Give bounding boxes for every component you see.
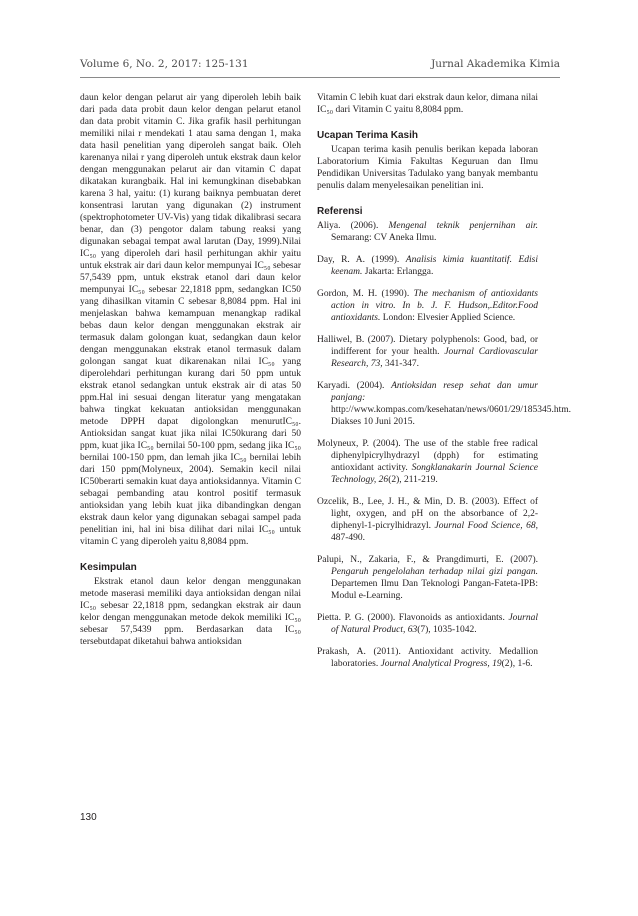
reference-item: Molyneux, P. (2004). The use of the stable free radical diphenylpicrylhydrazyl (dpph) for estimating antioxidant activity. Songklanakarin Journal Science Technology, 26(2), 211-219. [317,439,538,485]
reference-item: Palupi, N., Zakaria, F., & Prangdimurti, E. (2007). Pengaruh pengelolahan terhadap nilai gizi pangan. Departemen Ilmu Dan Teknologi Pangan-Fateta-IPB: Modul e-Learning. [317,555,538,601]
reference-item: Karyadi. (2004). Antioksidan resep sehat dan umur panjang: http://www.kompas.com/kesehatan/news/0601/29/185345.htm. Diakses 10 Juni 2015. [317,381,572,427]
body-paragraph: daun kelor dengan pelarut air yang diperoleh lebih baik dari pada data probit daun kelor dengan pelarut etanol dan data probit vitamin C. Jika grafik hasil perhitungan memiliki nilai r mendekati 1 atau sama dengan 1, maka data hasil penelitian yang diperoleh sangat baik. Oleh karenanya nilai r yang diperoleh untuk ekstrak daun kelor dengan menggunakan pelarut air dan vitamin C dapat dikatakan kurangbaik. Hal ini kemungkinan disebabkan karena 3 hal, yaitu: (1) kurang baiknya pembuatan deret konsentrasi larutan yang digunakan (2) instrument (spektrophotometer UV-Vis) yang tidak dikalibrasi secara benar, dan (3) pengotor dalam tabung reaksi yang digunakan sebagai tempat awal larutan (Day, 1999).Nilai IC₅₀ yang diperoleh dari hasil perhitungan akhir yaitu untuk ekstrak air dari daun kelor mempunyai IC₅₀ sebesar 57,5439 ppm, untuk ekstrak etanol dari daun kelor mempunyai IC₅₀ sebesar 22,1818 ppm, sedangkan IC50 yang dihasilkan vitamin C sebesar 8,8084 ppm. Hal ini menjelaskan bahwa kemampuan menangkap radikal bebas daun kelor dengan menggunakan ekstrak air termasuk dalam golongan kuat, sedangkan daun kelor dengan menggunakan ekstrak etanol termasuk dalam golongan sangat kuat dikarenakan nilai IC₅₀ yang diperolehdari perhitungan kurang dari 50 ppm untuk ekstrak etanol sedangkan untuk ekstrak air di atas 50 ppm.Hal ini sesuai dengan literatur yang mengatakan bahwa tingkat kekuatan antioksidan menggunakan metode DPPH dapat digolongkan menurutIC₅₀. Antioksidan sangat kuat jika nilai IC50kurang dari 50 ppm, kuat jika IC₅₀ bernilai 50-100 ppm, sedang jika IC₅₀ bernilai 100-150 ppm, dan lemah jika IC₅₀ bernilai lebih dari 150 ppm(Molyneux, 2004). Semakin kecil nilai IC50berarti semakin kuat daya antioksidannya. Vitamin C sebagai pembanding atau kontrol positif termasuk antioksidan yang lebih kuat jika dibandingkan dengan ekstrak daun kelor yang digunakan sebagai sampel pada penelitian ini, hal ini bisa dilihat dari nilai IC₅₀ untuk vitamin C yang diperoleh yaitu 8,8084 ppm. [80,93,301,547]
continued-paragraph: Vitamin C lebih kuat dari ekstrak daun kelor, dimana nilai IC₅₀ dari Vitamin C yaitu 8,8084 ppm. [317,93,538,115]
reference-list [317,220,572,670]
reference-item: Gordon, M. H. (1990). The mechanism of antioxidants action in vitro. In b. J. F. Hudson,.Editor.Food antioxidants. London: Elvesier Applied Science. [317,289,538,323]
left-column [80,92,301,648]
section-heading-kesimpulan: Kesimpulan [80,562,137,573]
reference-item: Aliya. (2006). Mengenal teknik penjernihan air. Semarang: CV Aneka Ilmu. [317,221,538,243]
page-number: 130 [80,812,97,823]
reference-item: Ozcelik, B., Lee, J. H., & Min, D. B. (2003). Effect of light, oxygen, and pH on the absorbance of 2,2-diphenyl-1-picrylhidrazyl. Journal Food Science, 68, 487-490. [317,497,538,543]
right-column [317,92,572,680]
kesimpulan-paragraph: Ekstrak etanol daun kelor dengan menggunakan metode maserasi memiliki daya antioksidan dengan nilai IC₅₀ sebesar 22,1818 ppm, sedangkan ekstrak air daun kelor dengan menggunakan metode dekok memiliki IC₅₀ sebesar 57,5439 ppm. Berdasarkan data IC₅₀ tersebutdapat diketahui bahwa antioksidan [80,577,301,647]
section-heading-ucapan: Ucapan Terima Kasih [317,130,418,141]
running-header [80,48,560,78]
section-heading-referensi: Referensi [317,206,363,217]
reference-item: Day, R. A. (1999). Analisis kimia kuantitatif. Edisi keenam. Jakarta: Erlangga. [317,255,538,277]
header-journal: Jurnal Akademika Kimia [431,58,560,70]
ucapan-paragraph: Ucapan terima kasih penulis berikan kepada laboran Laboratorium Kimia Fakultas Keguruan dan Ilmu Pendidikan Universitas Tadulako yang banyak membantu penulis dalam menyelesaikan penelitian ini. [317,145,538,191]
header-volume: Volume 6, No. 2, 2017: 125-131 [80,58,249,70]
reference-item: Halliwel, B. (2007). Dietary polyphenols: Good, bad, or indifferent for your health. Journal Cardiovascular Research, 73, 341-347. [317,335,538,369]
reference-item: Pietta. P. G. (2000). Flavonoids as antioxidants. Journal of Natural Product, 63(7), 1035-1042. [317,613,538,635]
header-rule [80,77,560,78]
reference-item: Prakash, A. (2011). Antioxidant activity. Medallion laboratories. Journal Analytical Progress, 19(2), 1-6. [317,647,538,669]
